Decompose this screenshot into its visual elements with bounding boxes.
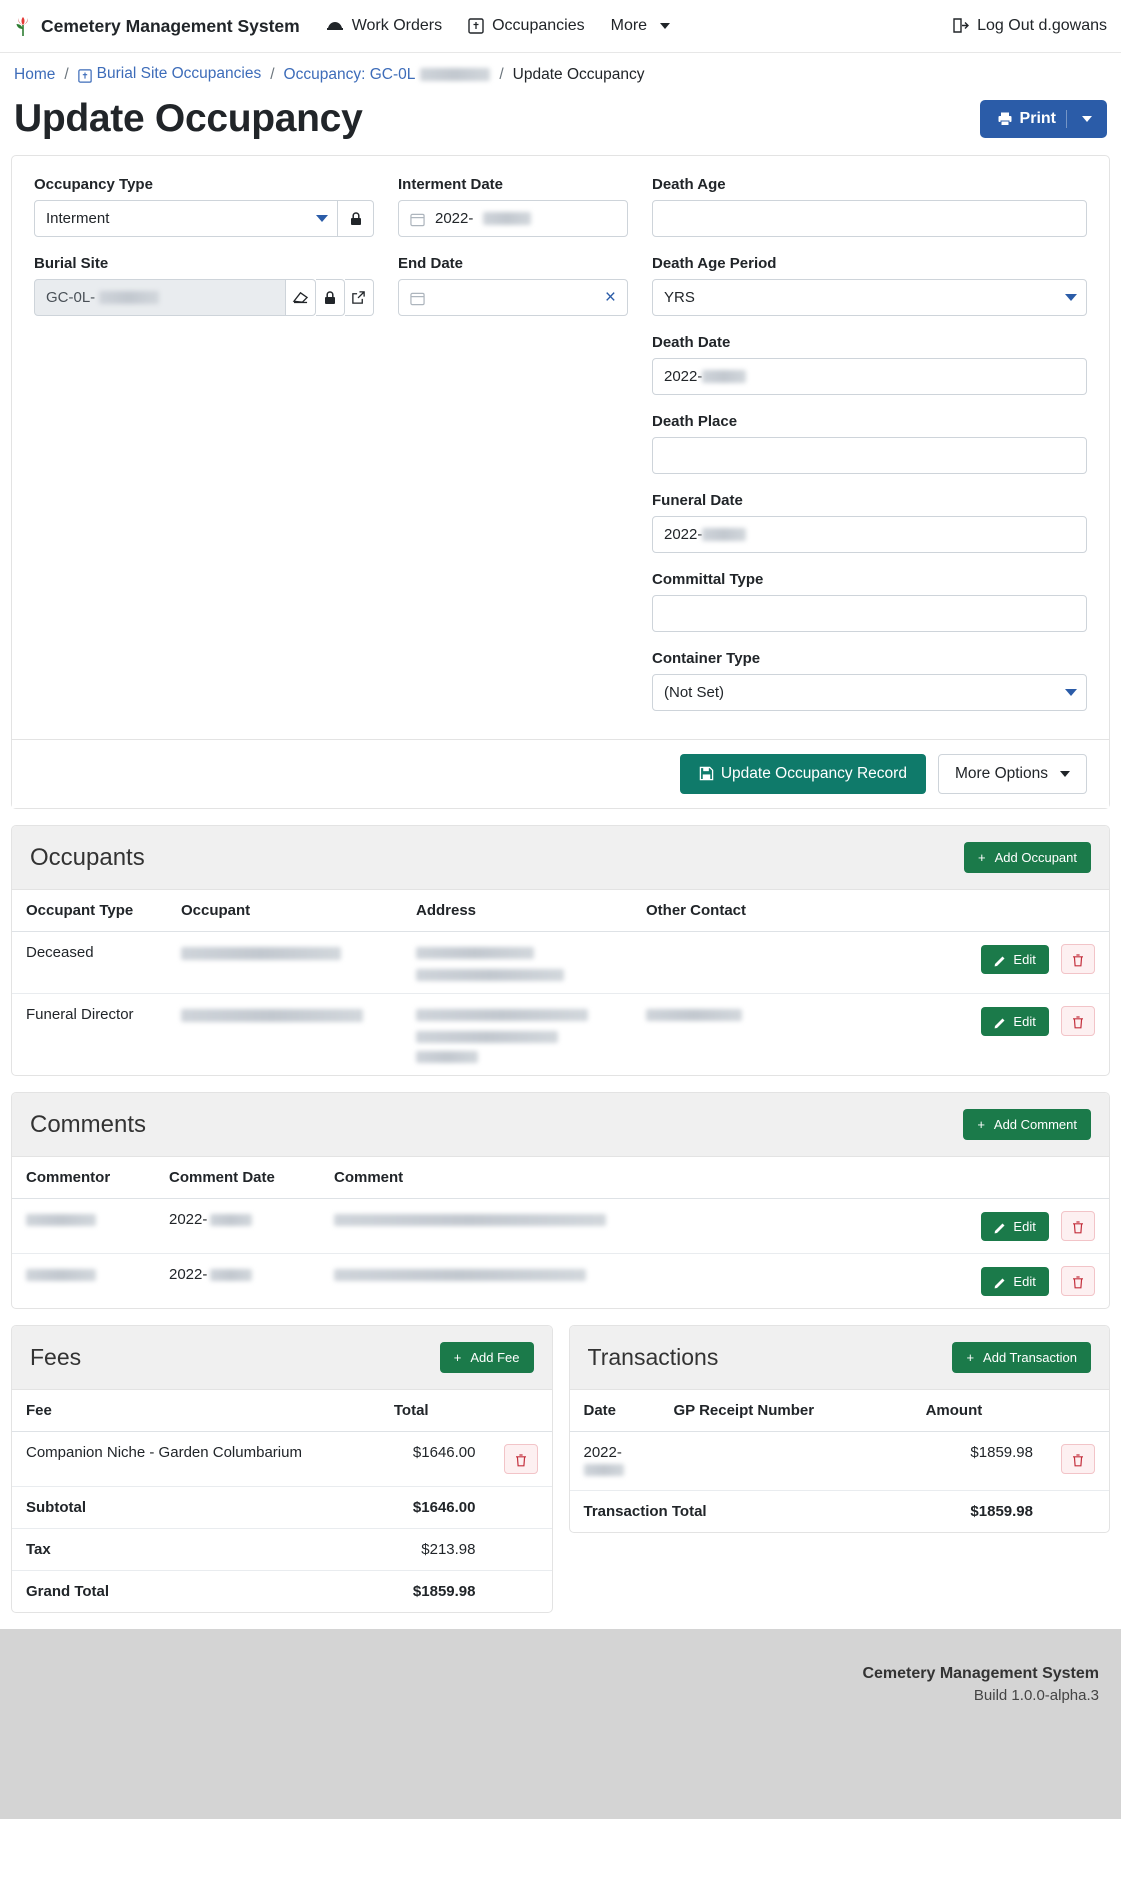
trash-icon <box>515 1451 527 1467</box>
col-fee: Fee <box>12 1390 380 1432</box>
burial-site-clear-button[interactable] <box>286 279 315 316</box>
fee-actions-cell <box>490 1432 552 1487</box>
field-death-place <box>652 413 1087 474</box>
occupant-name-cell <box>167 994 402 1076</box>
occupants-title: Occupants <box>30 843 145 871</box>
page-title: Update Occupancy <box>14 97 363 140</box>
grand-total-value: $1859.98 <box>412 1583 476 1600</box>
death-date-input[interactable] <box>652 358 1087 395</box>
interment-date-input[interactable] <box>398 200 628 237</box>
page-footer <box>0 1629 1121 1819</box>
button-divider <box>1066 110 1067 128</box>
comments-card <box>11 1092 1110 1309</box>
print-label: Print <box>1019 110 1056 127</box>
add-comment-button[interactable] <box>963 1109 1091 1140</box>
logout-label: Log Out d.gowans <box>977 17 1107 34</box>
redacted-transaction-date <box>584 1464 624 1476</box>
table-row <box>12 994 1109 1076</box>
occupant-name-cell <box>167 932 402 994</box>
plus-icon: + <box>977 1117 985 1132</box>
brand-label: Cemetery Management System <box>41 15 300 36</box>
chevron-down-icon <box>660 23 670 29</box>
truck-icon <box>326 17 344 35</box>
pencil-icon <box>994 1274 1006 1289</box>
comment-date-cell <box>155 1254 320 1309</box>
field-committal-type <box>652 571 1087 632</box>
delete-occupant-button[interactable] <box>1061 944 1095 974</box>
redacted-burial-site-id <box>99 291 159 304</box>
form-column-middle <box>398 176 628 729</box>
col-other-contact: Other Contact <box>632 890 859 932</box>
add-fee-label: Add Fee <box>470 1350 520 1365</box>
occupant-address-cell <box>402 932 632 994</box>
fees-tax-row <box>12 1529 552 1571</box>
chevron-down-icon <box>1065 294 1077 301</box>
breadcrumb-separator: / <box>64 66 69 83</box>
comments-header <box>12 1093 1109 1157</box>
col-occupant-type: Occupant Type <box>12 890 167 932</box>
commentor-cell <box>12 1199 155 1254</box>
burial-site-value: GC-0L- <box>46 289 96 306</box>
table-row <box>12 1199 1109 1254</box>
occupancy-type-label: Occupancy Type <box>34 176 153 193</box>
subtotal-label: Subtotal <box>12 1487 380 1529</box>
funeral-date-input[interactable] <box>652 516 1087 553</box>
occupant-type-cell: Funeral Director <box>26 1006 134 1023</box>
edit-label: Edit <box>1013 1219 1036 1234</box>
delete-occupant-button[interactable] <box>1061 1006 1095 1036</box>
end-date-label: End Date <box>398 255 464 272</box>
chevron-down-icon <box>1082 116 1092 122</box>
transaction-date-cell <box>570 1432 660 1491</box>
nav-work-orders-label: Work Orders <box>351 17 443 34</box>
external-link-icon <box>351 290 366 305</box>
top-navbar <box>0 0 1121 53</box>
table-row <box>12 932 1109 994</box>
pencil-icon <box>994 1219 1006 1234</box>
redacted-comment-date <box>210 1214 252 1226</box>
edit-label: Edit <box>1013 952 1036 967</box>
table-row <box>12 1432 552 1487</box>
redacted-address-line <box>416 1031 558 1043</box>
transaction-actions-cell <box>1047 1432 1109 1491</box>
tax-label: Tax <box>12 1529 380 1571</box>
add-transaction-label: Add Transaction <box>983 1350 1077 1365</box>
delete-transaction-button[interactable] <box>1061 1444 1095 1474</box>
redacted-interment-date <box>483 212 531 225</box>
death-place-label: Death Place <box>652 413 738 430</box>
field-death-date <box>652 334 1087 395</box>
empty-cell <box>490 1529 552 1571</box>
redacted-commentor <box>26 1214 96 1226</box>
col-comment-date: Comment Date <box>155 1157 320 1199</box>
comment-date-value: 2022- <box>169 1211 208 1228</box>
breadcrumb-separator: / <box>499 66 504 83</box>
add-transaction-button[interactable] <box>952 1342 1091 1373</box>
burial-site-open-button[interactable] <box>345 279 374 316</box>
field-death-age <box>652 176 1087 237</box>
edit-occupant-button[interactable] <box>981 945 1048 974</box>
table-header-row <box>12 1157 1109 1199</box>
footer-app-name: Cemetery Management System <box>862 1665 1099 1682</box>
occupant-address-cell <box>402 994 632 1076</box>
occupancy-type-value: Interment <box>46 210 110 227</box>
death-age-period-label: Death Age Period <box>652 255 777 272</box>
funeral-date-label: Funeral Date <box>652 492 743 509</box>
fees-subtotal-row <box>12 1487 552 1529</box>
redacted-address-line <box>416 947 534 959</box>
delete-fee-button[interactable] <box>504 1444 538 1474</box>
commentor-cell <box>12 1254 155 1309</box>
redacted-commentor <box>26 1269 96 1281</box>
tax-value: $213.98 <box>380 1529 490 1571</box>
transaction-receipt-cell <box>660 1432 912 1491</box>
nav-more[interactable] <box>611 17 670 35</box>
nav-work-orders[interactable] <box>326 17 442 35</box>
transactions-header <box>570 1326 1110 1390</box>
col-actions <box>856 1157 1109 1199</box>
transaction-date-value: 2022- <box>583 1444 622 1461</box>
print-button[interactable] <box>980 100 1107 138</box>
death-age-period-value: YRS <box>664 289 695 306</box>
brand[interactable] <box>14 15 300 37</box>
eraser-icon <box>292 290 309 305</box>
death-date-value: 2022- <box>664 368 703 385</box>
transaction-total-value: $1859.98 <box>970 1503 1033 1520</box>
more-options-label: More Options <box>954 765 1048 782</box>
transaction-amount-cell: $1859.98 <box>912 1432 1047 1491</box>
redacted-occupant-name <box>181 947 341 960</box>
empty-cell <box>490 1487 552 1529</box>
chevron-down-icon <box>316 215 328 222</box>
redacted-occupant-name <box>181 1009 363 1022</box>
col-comment: Comment <box>320 1157 856 1199</box>
tulip-logo-icon <box>14 15 32 37</box>
fees-transactions-row <box>11 1325 1110 1613</box>
table-row <box>12 1254 1109 1309</box>
trash-icon <box>1072 1273 1084 1289</box>
transaction-total-label: Transaction Total <box>583 1503 707 1520</box>
field-funeral-date <box>652 492 1087 553</box>
update-occupancy-record-button[interactable] <box>680 754 926 794</box>
form-actions <box>12 739 1109 808</box>
breadcrumb-occupancy[interactable] <box>284 66 491 84</box>
death-place-input[interactable] <box>652 437 1087 474</box>
occupancy-type-lock-button[interactable] <box>338 200 374 237</box>
redacted-address-line <box>416 969 564 981</box>
add-occupant-label: Add Occupant <box>994 850 1077 865</box>
delete-comment-button[interactable] <box>1061 1211 1095 1241</box>
fee-total-cell: $1646.00 <box>380 1432 490 1487</box>
col-date: Date <box>570 1390 660 1432</box>
occupant-actions-cell <box>859 994 1110 1076</box>
occupant-type-cell: Deceased <box>12 932 167 994</box>
occupants-header <box>12 826 1109 890</box>
comment-actions-cell <box>856 1254 1109 1309</box>
plus-icon: + <box>453 1350 462 1365</box>
redacted-comment-date <box>210 1269 252 1281</box>
edit-label: Edit <box>1013 1274 1036 1289</box>
burial-site-input <box>34 279 286 316</box>
field-end-date <box>398 255 628 316</box>
more-options-button[interactable] <box>938 754 1087 794</box>
redacted-phone <box>646 1009 742 1021</box>
fee-name-cell: Companion Niche - Garden Columbarium <box>12 1432 380 1487</box>
grave-icon <box>468 17 484 35</box>
nav-occupancies[interactable] <box>468 17 585 35</box>
redacted-address-line <box>416 1051 478 1063</box>
redacted-comment <box>334 1214 606 1226</box>
page-header <box>0 93 1121 155</box>
occupants-card <box>11 825 1110 1076</box>
redacted-address-line <box>416 1009 588 1021</box>
comment-date-value: 2022- <box>169 1266 208 1283</box>
col-commentor: Commentor <box>12 1157 155 1199</box>
redacted-death-date <box>702 370 746 383</box>
fees-grand-total-row <box>12 1571 552 1613</box>
update-occupancy-record-label: Update Occupancy Record <box>720 765 907 782</box>
edit-comment-button[interactable] <box>981 1267 1048 1296</box>
form-column-left <box>34 176 374 729</box>
col-fee-total: Total <box>380 1390 490 1432</box>
chevron-down-icon <box>1060 771 1070 777</box>
add-comment-label: Add Comment <box>993 1117 1077 1132</box>
occupant-actions-cell <box>859 932 1110 994</box>
burial-site-label: Burial Site <box>34 255 109 272</box>
field-death-age-period <box>652 255 1087 316</box>
container-type-select[interactable] <box>652 674 1087 711</box>
lock-icon <box>349 211 363 227</box>
lock-icon <box>323 290 337 306</box>
breadcrumb-home[interactable]: Home <box>14 66 56 83</box>
nav-more-label: More <box>610 17 648 34</box>
calendar-icon <box>410 289 425 306</box>
interment-date-value: 2022- <box>435 210 474 227</box>
redacted-comment <box>334 1269 586 1281</box>
empty-cell <box>490 1571 552 1613</box>
table-header-row <box>12 1390 552 1432</box>
pencil-icon <box>994 952 1006 967</box>
trash-icon <box>1072 1451 1084 1467</box>
breadcrumb-current: Update Occupancy <box>512 66 645 83</box>
plus-icon: + <box>966 1350 975 1365</box>
empty-cell <box>1047 1491 1109 1533</box>
comments-title: Comments <box>30 1110 147 1138</box>
burial-site-control <box>34 279 374 316</box>
comment-date-cell <box>155 1199 320 1254</box>
redacted-funeral-date <box>702 528 746 541</box>
transactions-title: Transactions <box>587 1344 719 1370</box>
navbar-right <box>952 17 1107 35</box>
redacted-occupancy-id <box>420 68 490 81</box>
table-row <box>570 1432 1110 1491</box>
end-date-clear-icon[interactable]: × <box>604 287 616 308</box>
interment-date-label: Interment Date <box>398 176 504 193</box>
col-amount: Amount <box>912 1390 1047 1432</box>
field-container-type <box>652 650 1087 711</box>
grave-icon <box>78 67 92 85</box>
plus-icon: + <box>978 850 986 865</box>
death-age-input[interactable] <box>652 200 1087 237</box>
col-actions <box>490 1390 552 1432</box>
col-actions <box>1047 1390 1109 1432</box>
transactions-card <box>569 1325 1111 1533</box>
printer-icon <box>997 110 1013 128</box>
add-occupant-button[interactable] <box>964 842 1091 873</box>
occupant-contact-cell <box>632 994 859 1076</box>
col-occupant: Occupant <box>167 890 402 932</box>
edit-label: Edit <box>1013 1014 1036 1029</box>
table-header-row <box>570 1390 1110 1432</box>
breadcrumb <box>0 53 1121 93</box>
end-date-input[interactable] <box>398 279 628 316</box>
fees-header <box>12 1326 552 1390</box>
breadcrumb-occupancy-label: Occupancy: GC-0L <box>283 66 416 83</box>
pencil-icon <box>994 1014 1006 1029</box>
grand-total-label: Grand Total <box>26 1583 110 1600</box>
chevron-down-icon <box>1065 689 1077 696</box>
occupancy-type-select[interactable] <box>34 200 338 237</box>
field-interment-date <box>398 176 628 237</box>
container-type-value: (Not Set) <box>664 684 725 701</box>
occupant-contact-cell <box>632 932 859 994</box>
occupancy-type-control <box>34 200 374 237</box>
fees-title: Fees <box>30 1344 82 1370</box>
nav-occupancies-label: Occupancies <box>492 17 585 34</box>
calendar-icon <box>410 210 425 227</box>
logout-link[interactable] <box>952 17 1107 35</box>
burial-site-lock-button[interactable] <box>316 279 345 316</box>
col-gp-receipt-number: GP Receipt Number <box>660 1390 912 1432</box>
save-icon <box>699 765 714 783</box>
transaction-total-row <box>570 1491 1110 1533</box>
col-address: Address <box>402 890 632 932</box>
transactions-table <box>570 1390 1110 1532</box>
trash-icon <box>1072 1013 1084 1029</box>
breadcrumb-separator: / <box>270 66 275 83</box>
col-actions <box>859 890 1110 932</box>
logout-icon <box>952 17 969 35</box>
container-type-label: Container Type <box>652 650 761 667</box>
comment-cell <box>320 1199 856 1254</box>
subtotal-value: $1646.00 <box>380 1487 490 1529</box>
occupants-table <box>12 890 1109 1075</box>
edit-comment-button[interactable] <box>981 1212 1048 1241</box>
form-column-right <box>652 176 1087 729</box>
death-age-period-select[interactable] <box>652 279 1087 316</box>
trash-icon <box>1072 1218 1084 1234</box>
comment-cell <box>320 1254 856 1309</box>
field-burial-site <box>34 255 374 316</box>
table-header-row <box>12 890 1109 932</box>
funeral-date-value: 2022- <box>664 526 703 543</box>
edit-occupant-button[interactable] <box>981 1007 1048 1036</box>
delete-comment-button[interactable] <box>1061 1266 1095 1296</box>
add-fee-button[interactable] <box>440 1342 534 1373</box>
fees-table <box>12 1390 552 1612</box>
occupancy-form-grid <box>12 156 1109 739</box>
trash-icon <box>1072 951 1084 967</box>
comment-actions-cell <box>856 1199 1109 1254</box>
occupancy-form-card <box>11 155 1110 809</box>
death-age-label: Death Age <box>652 176 726 193</box>
comments-table <box>12 1157 1109 1308</box>
death-date-label: Death Date <box>652 334 731 351</box>
committal-type-input[interactable] <box>652 595 1087 632</box>
field-occupancy-type <box>34 176 374 237</box>
fees-card <box>11 1325 553 1613</box>
committal-type-label: Committal Type <box>652 571 764 588</box>
breadcrumb-burial-site-occupancies[interactable] <box>78 65 262 85</box>
breadcrumb-burial-site-occupancies-label: Burial Site Occupancies <box>96 65 262 82</box>
footer-build: Build 1.0.0-alpha.3 <box>973 1687 1099 1704</box>
